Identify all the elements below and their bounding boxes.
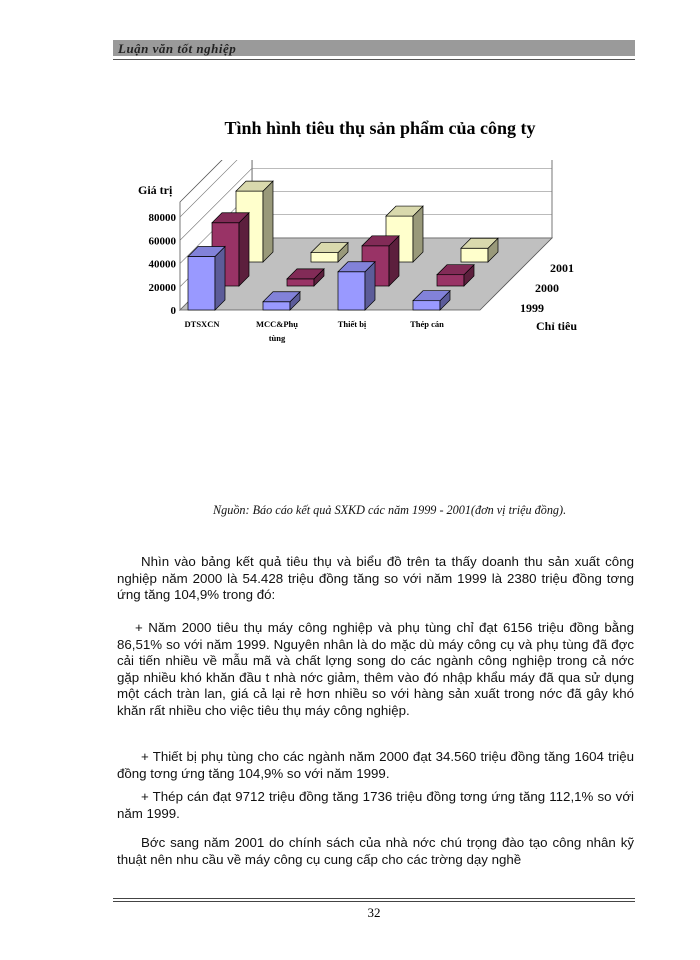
y-axis-title: Giá trị	[138, 183, 173, 197]
y-tick-label: 20000	[148, 281, 176, 294]
page-number: 32	[367, 905, 381, 920]
bar-front	[287, 279, 314, 286]
bar-chart-3d	[100, 160, 600, 360]
chart-title: Tình hình tiêu thụ sản phẩm của công ty	[224, 118, 536, 138]
bar-side	[215, 247, 225, 310]
paragraph-3: + Thiết bị phụ tùng cho các ngành năm 2000 đạt 34.560 triệu đồng tăng 1604 triệu đồng tơng ứng tăng 104,9% so với năm 1999.	[117, 749, 634, 781]
x-axis-title: Chỉ tiêu	[536, 319, 578, 333]
footer-rule-double	[113, 901, 635, 902]
bar-front	[311, 253, 338, 262]
series-label-1999: 1999	[520, 301, 544, 315]
x-tick-label: DTSXCN	[184, 319, 220, 329]
series-label-2001: 2001	[550, 261, 574, 275]
x-tick-label: MCC&Phụ tùng	[255, 319, 299, 343]
y-tick-label: 0	[170, 305, 176, 317]
bar-1999-0	[188, 247, 225, 310]
bar-front	[263, 302, 290, 310]
y-tick-label: 40000	[148, 258, 176, 271]
y-tick-label: 80000	[148, 212, 176, 224]
x-tick-label: Thép cán	[410, 319, 444, 329]
bar-front	[461, 248, 488, 262]
paragraph-2: + Năm 2000 tiêu thụ máy công nghiệp và phụ tùng chỉ đạt 6156 triệu đồng bằng 86,51% so với năm 1999. Nguyên nhân là do mặc dù máy công cụ và phụ tùng đã đợc cải tiến nhiều về mẫu mã và chất lợng song do các ngành công nghiệp trong cả nớc gặp nhiều khó khăn đầu t nhà nớc giảm, thêm vào đó nhập khẩu máy đã qua sử dụng một cách tràn lan, giá cả lại rẻ hơn nhiều so với hàng sản xuất trong nớc đã gây khó khăn rất nhiều cho việc tiêu thụ máy công nghiệp.	[117, 620, 634, 718]
bar-front	[437, 275, 464, 286]
bar-front	[188, 257, 215, 310]
x-tick-label: Thiết bị	[337, 319, 367, 329]
y-tick-label: 60000	[148, 235, 176, 248]
footer-rule	[113, 898, 635, 899]
bar-front	[413, 301, 440, 310]
paragraph-4: + Thép cán đạt 9712 triệu đồng tăng 1736 triệu đồng tơng ứng tăng 112,1% so với năm 1999.	[117, 789, 634, 821]
bar-front	[338, 272, 365, 310]
series-label-2000: 2000	[535, 281, 559, 295]
source-note: Nguồn: Báo cáo kết quả SXKD các năm 1999 - 2001(đơn vị triệu đồng).	[213, 503, 567, 517]
bar-1999-2	[338, 262, 375, 310]
running-header: Luận văn tốt nghiệp	[118, 41, 237, 56]
header-rule	[113, 59, 635, 60]
paragraph-5: Bớc sang năm 2001 do chính sách của nhà nớc chú trọng đào tạo công nhân kỹ thuật nên nhu cầu về máy công cụ cung cấp cho các trờng dạy nghề	[117, 835, 634, 867]
bar-side	[239, 213, 249, 286]
paragraph-1: Nhìn vào bảng kết quả tiêu thụ và biểu đồ trên ta thấy doanh thu sản xuất công nghiệp năm 2000 là 54.428 triệu đồng tăng so với năm 1999 là 2380 triệu đồng tơng ứng tăng 104,9% trong đó:	[117, 554, 634, 603]
bar-side	[263, 181, 273, 262]
